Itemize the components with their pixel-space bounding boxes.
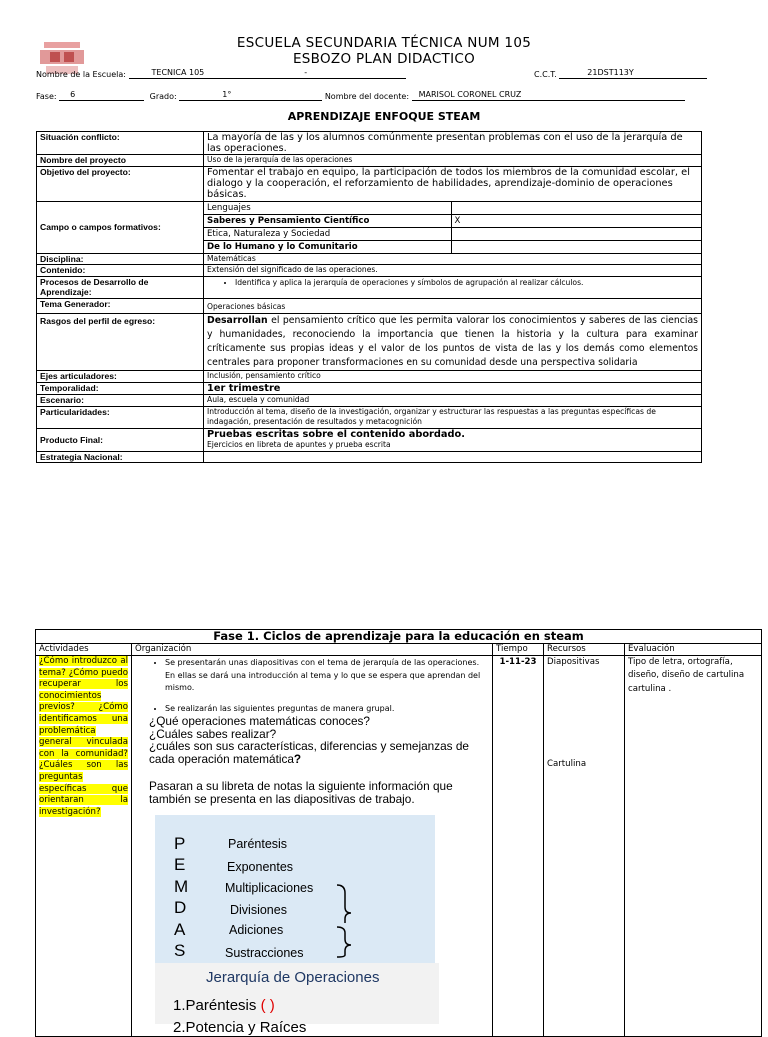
campo-row bbox=[204, 227, 701, 240]
question-1: ¿Qué operaciones matemáticas conoces? bbox=[149, 714, 370, 728]
proyecto-label: Nombre del proyecto bbox=[37, 155, 204, 167]
col-organizacion: Organización bbox=[132, 644, 493, 656]
cct-label: C.C.T. bbox=[534, 70, 557, 79]
objetivo-value: Fomentar el trabajo en equipo, la participación de todos los miembros de la comunidad escolar, el dialogo y la cooperación, el reforzamiento de habilidades, aprendizaje-dominio de operaciones básicas. bbox=[204, 166, 702, 201]
campo-row bbox=[204, 202, 701, 215]
rasgos-value: el pensamiento crítico que les permita valorar los conocimientos y saberes de las ciencias y humanidades, reconociendo la importancia que tienen la historia y la cultura para examinar críticamente sus propias ideas y el valor de los puntos de vista de las y los demás como elementos centrales para proponer transformaciones en su comunidad desde una perspectiva solidaria bbox=[207, 314, 698, 369]
producto-bold: Pruebas escritas sobre el contenido abordado. bbox=[207, 428, 465, 440]
row-campo bbox=[37, 201, 702, 253]
row-contenido bbox=[37, 265, 702, 277]
particularidades-value: Introducción al tema, diseño de la investigación, organizar y estructurar las respuestas a las preguntas específicas de indagación, presentación de resultados y metacognición bbox=[204, 406, 702, 428]
pemdas-word: Adiciones bbox=[229, 923, 284, 937]
disciplina-label: Disciplina: bbox=[37, 253, 204, 265]
pemdas-image bbox=[155, 815, 435, 963]
row-ejes bbox=[37, 371, 702, 383]
cct-row bbox=[534, 68, 707, 79]
pemdas-letter: D bbox=[174, 898, 187, 917]
evaluacion-cell bbox=[625, 656, 762, 1037]
contenido-value: Extensión del significado de las operaciones. bbox=[204, 265, 702, 277]
campo-name: Etica, Naturaleza y Sociedad bbox=[204, 227, 451, 240]
campo-name: Lenguajes bbox=[204, 202, 451, 215]
grado-value: 1° bbox=[222, 90, 232, 99]
school-row bbox=[36, 68, 406, 79]
actividades-cell bbox=[36, 656, 132, 1037]
rasgos-cell bbox=[204, 313, 702, 371]
pemdas-letter: M bbox=[174, 877, 189, 896]
pemdas-word: Sustracciones bbox=[225, 946, 304, 960]
section-title: APRENDIZAJE ENFOQUE STEAM bbox=[287, 110, 481, 123]
campos-table bbox=[204, 202, 701, 253]
question-3 bbox=[149, 740, 489, 765]
row-rasgos bbox=[37, 313, 702, 371]
row-estrategia bbox=[37, 451, 702, 463]
col-actividades: Actividades bbox=[36, 644, 132, 656]
producto-value: Ejercicios en libreta de apuntes y prueba escrita bbox=[207, 440, 391, 450]
cct-value: 21DST113Y bbox=[587, 68, 634, 77]
tema-label: Tema Generador: bbox=[37, 298, 204, 313]
tiempo-value: 1-11-23 bbox=[499, 657, 537, 667]
pemdas-word: Divisiones bbox=[230, 903, 287, 917]
col-recursos: Recursos bbox=[544, 644, 625, 656]
campo-row bbox=[204, 214, 701, 227]
row-proyecto bbox=[37, 155, 702, 167]
jerarquia-item-1-symbol: ( ) bbox=[260, 997, 275, 1014]
recursos-cell bbox=[544, 656, 625, 1037]
pemdas-letter: A bbox=[174, 920, 186, 939]
fase-value: 6 bbox=[70, 90, 76, 99]
procesos-label: Procesos de Desarrollo de Aprendizaje: bbox=[37, 276, 204, 298]
row-escenario bbox=[37, 395, 702, 407]
situacion-value: La mayoría de las y los alumnos comúnmente presentan problemas con el uso de la jerarquía de las operaciones. bbox=[204, 132, 702, 155]
rasgos-bold: Desarrollan bbox=[207, 314, 268, 326]
cct-field bbox=[559, 68, 707, 79]
col-evaluacion: Evaluación bbox=[625, 644, 762, 656]
procesos-cell bbox=[204, 276, 702, 298]
docente-value: MARISOL CORONEL CRUZ bbox=[418, 90, 522, 99]
campo-label: Campo o campos formativos: bbox=[37, 201, 204, 253]
campo-mark bbox=[451, 202, 701, 215]
campo-mark bbox=[451, 240, 701, 253]
campo-row bbox=[204, 240, 701, 253]
escenario-label: Escenario: bbox=[37, 395, 204, 407]
pemdas-letter: P bbox=[174, 834, 186, 853]
row-procesos bbox=[37, 276, 702, 298]
col-tiempo: Tiempo bbox=[493, 644, 544, 656]
docente-label: Nombre del docente: bbox=[324, 92, 410, 101]
phase-title: Fase 1. Ciclos de aprendizaje para la educación en steam bbox=[36, 630, 762, 644]
brace-icon bbox=[333, 879, 357, 959]
estrategia-value bbox=[204, 451, 702, 463]
grado-label: Grado: bbox=[149, 92, 177, 101]
grado-field bbox=[179, 90, 322, 101]
contenido-label: Contenido: bbox=[37, 265, 204, 277]
pemdas-word: Paréntesis bbox=[228, 837, 288, 851]
campo-mark: X bbox=[451, 214, 701, 227]
actividades-text: ¿Cómo introduzco al tema? ¿Cómo puedo recuperar los conocimientos previos? ¿Cómo identificamos una problemática general vinculada con la comunidad? ¿Cuáles son las preguntas específicas que orientaran la investigación? bbox=[39, 656, 128, 817]
plan-table bbox=[36, 131, 702, 463]
fase-row bbox=[36, 90, 685, 101]
escenario-value: Aula, escuela y comunidad bbox=[204, 395, 702, 407]
phase-header-row bbox=[36, 644, 762, 656]
row-tema bbox=[37, 298, 702, 313]
fase-label: Fase: bbox=[36, 92, 57, 101]
evaluacion-value: Tipo de letra, ortografía, diseño, diseño de cartulina cartulina . bbox=[628, 657, 745, 694]
pasaran-text: Pasaran a su libreta de notas la siguiente información que también se presenta en las diapositivas de trabajo. bbox=[149, 779, 453, 806]
jerarquia-image bbox=[155, 963, 439, 1036]
campo-cell bbox=[204, 201, 702, 253]
org-bullet-1: • Se presentarán unas diapositivas con el tema de jerarquía de las operaciones. En ellas se dará una introducción al tema y lo que se espera que aprendan del mismo. bbox=[165, 657, 489, 695]
school-title: ESCUELA SECUNDARIA TÉCNICA NUM 105 bbox=[236, 35, 532, 51]
proyecto-value: Uso de la jerarquía de las operaciones bbox=[204, 155, 702, 167]
ejes-label: Ejes articuladores: bbox=[37, 371, 204, 383]
pemdas-letter: E bbox=[174, 855, 186, 874]
row-situacion bbox=[37, 132, 702, 155]
row-producto bbox=[37, 428, 702, 451]
school-value: TECNICA 105 bbox=[151, 68, 205, 77]
procesos-value: • Identifica y aplica la jerarquía de operaciones y símbolos de agrupación al realizar cálculos. bbox=[235, 277, 698, 288]
jerarquia-item-1 bbox=[173, 997, 275, 1014]
school-label: Nombre de la Escuela: bbox=[36, 70, 126, 79]
document-title: ESBOZO PLAN DIDACTICO bbox=[292, 51, 476, 67]
row-disciplina bbox=[37, 253, 702, 265]
row-objetivo bbox=[37, 166, 702, 201]
org-bullet-2: • Se realizarán las siguientes preguntas de manera grupal. bbox=[165, 703, 489, 716]
objetivo-label: Objetivo del proyecto: bbox=[37, 166, 204, 201]
pemdas-word: Exponentes bbox=[227, 860, 294, 874]
question-3-mark: ? bbox=[293, 751, 302, 766]
temporalidad-value: 1er trimestre bbox=[204, 382, 702, 395]
campo-mark bbox=[451, 227, 701, 240]
disciplina-value: Matemáticas bbox=[204, 253, 702, 265]
phase-title-row bbox=[36, 630, 762, 644]
jerarquia-title: Jerarquía de Operaciones bbox=[206, 969, 380, 986]
temporalidad-label: Temporalidad: bbox=[37, 382, 204, 395]
school-dash: - bbox=[304, 68, 308, 77]
question-3-text: ¿cuáles son sus características, diferencias y semejanzas de cada operación matemática bbox=[149, 739, 469, 766]
situacion-label: Situación conflicto: bbox=[37, 132, 204, 155]
docente-field bbox=[412, 90, 685, 101]
campo-name: De lo Humano y lo Comunitario bbox=[207, 241, 358, 252]
recurso-2: Cartulina bbox=[547, 759, 587, 769]
tema-value: Operaciones básicas bbox=[204, 298, 702, 313]
row-particularidades bbox=[37, 406, 702, 428]
tiempo-cell bbox=[493, 656, 544, 1037]
school-field bbox=[129, 68, 406, 79]
rasgos-label: Rasgos del perfil de egreso: bbox=[37, 313, 204, 371]
particularidades-label: Particularidades: bbox=[37, 406, 204, 428]
question-2: ¿Cuáles sabes realizar? bbox=[149, 726, 277, 741]
producto-cell bbox=[204, 428, 702, 451]
recurso-1: Diapositivas bbox=[547, 657, 600, 667]
estrategia-label: Estrategia Nacional: bbox=[37, 451, 204, 463]
producto-label: Producto Final: bbox=[37, 428, 204, 451]
pemdas-letter: S bbox=[174, 941, 186, 960]
row-temporalidad bbox=[37, 382, 702, 395]
jerarquia-item-2: 2.Potencia y Raíces bbox=[173, 1019, 307, 1036]
ejes-value: Inclusión, pensamiento crítico bbox=[204, 371, 702, 383]
pemdas-word: Multiplicaciones bbox=[225, 881, 314, 895]
campo-name: Saberes y Pensamiento Científico bbox=[204, 214, 451, 227]
jerarquia-item-1-text: 1.Paréntesis bbox=[173, 997, 257, 1014]
fase-field bbox=[59, 90, 144, 101]
